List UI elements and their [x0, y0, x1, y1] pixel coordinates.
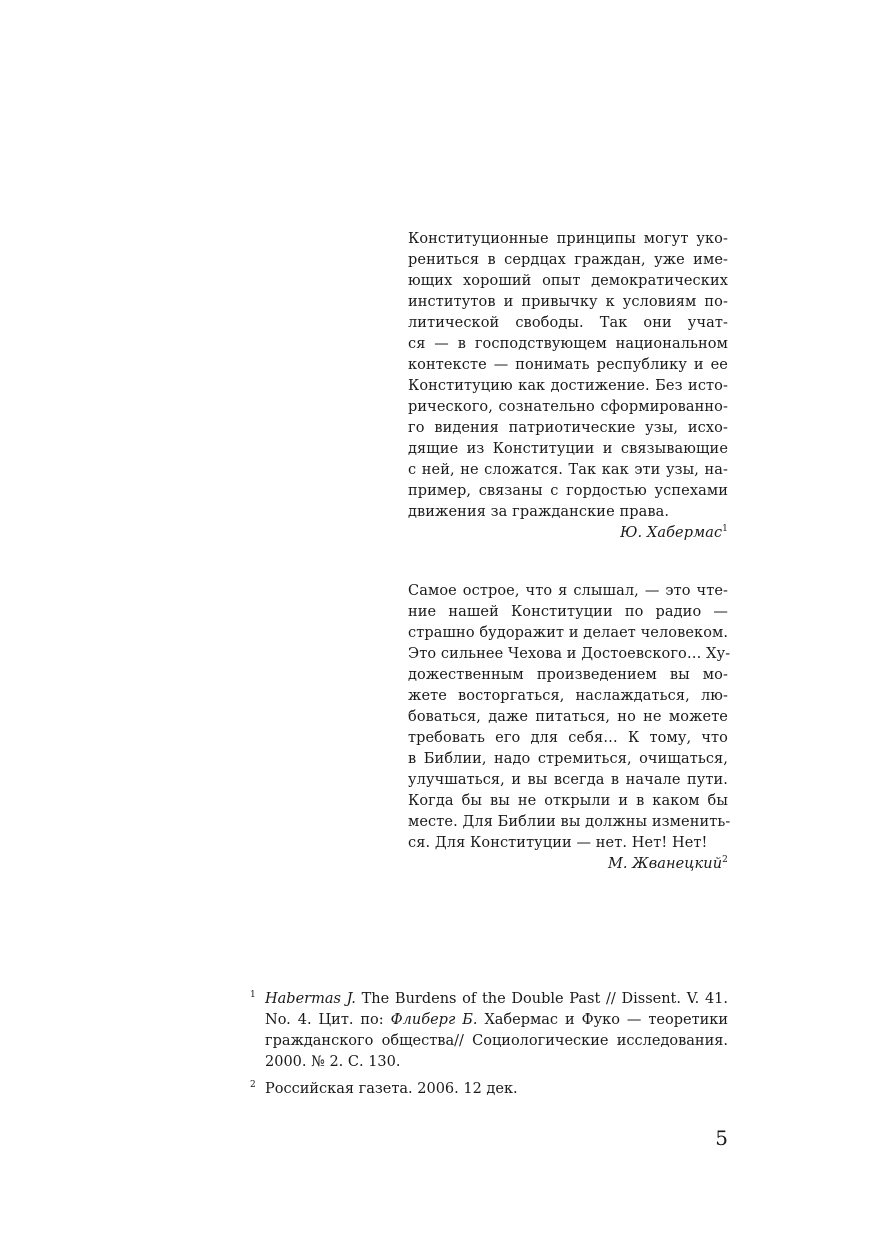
- footnotes: [250, 989, 728, 1100]
- author-name: Ю. Хабермас: [620, 525, 723, 541]
- text-line: Это сильнее Чехова и Достоевского… Ху-: [408, 646, 731, 662]
- text-line: ся — в господствующем национальном: [408, 336, 728, 352]
- text-line: [265, 1010, 728, 1031]
- text-line: Конституцию как достижение. Без исто-: [408, 378, 728, 394]
- text-line: Самое острое, что я слышал, — это чте-: [408, 583, 728, 599]
- text-line: литической свободы. Так они учат-: [408, 315, 728, 331]
- epigraph-habermas: [408, 229, 728, 544]
- text-line: движения за гражданские права.: [408, 504, 670, 520]
- footnote-2: [250, 1079, 728, 1100]
- epigraph-attribution: [408, 854, 728, 875]
- text-line: институтов и привычку к условиям по-: [408, 294, 728, 310]
- text-line: пример, связаны с гордостью успехами: [408, 483, 728, 499]
- text-line: дящие из Конституции и связывающие: [408, 441, 728, 457]
- page-number: 5: [715, 1126, 728, 1150]
- text-line: дожественным произведением вы мо-: [408, 667, 728, 683]
- footnote-1: [250, 989, 728, 1073]
- citation-text: No. 4. Цит. по:: [265, 1012, 391, 1028]
- text-line: Российская газета. 2006. 12 дек.: [265, 1081, 518, 1097]
- footnote-mark: 1: [250, 990, 256, 1000]
- footnote-reference: 2: [722, 855, 728, 866]
- footnote-reference: 1: [722, 524, 728, 535]
- text-line: гражданского общества// Социологические исследования.: [265, 1033, 728, 1049]
- cited-author: Habermas J.: [265, 991, 356, 1007]
- epigraph-attribution: [408, 523, 728, 544]
- text-line: ние нашей Конституции по радио —: [408, 604, 728, 620]
- text-line: Конституционные принципы могут уко-: [408, 231, 728, 247]
- text-line: страшно будоражит и делает человеком.: [408, 625, 729, 641]
- footnote-mark: 2: [250, 1080, 256, 1090]
- text-line: требовать его для себя… К тому, что: [408, 730, 728, 746]
- text-line: рического, сознательно сформированно-: [408, 399, 728, 415]
- text-line: улучшаться, и вы всегда в начале пути.: [408, 772, 728, 788]
- text-line: с ней, не сложатся. Так как эти узы, на-: [408, 462, 728, 478]
- citation-text: The Burdens of the Double Past // Dissent. V. 41.: [355, 991, 728, 1007]
- author-name: М. Жванецкий: [607, 856, 723, 872]
- citation-text: Хабермас и Фуко — теоретики: [477, 1012, 728, 1028]
- text-line: рениться в сердцах граждан, уже име-: [408, 252, 728, 268]
- epigraph-zhvanetsky: [408, 581, 731, 875]
- text-line: Когда бы вы не открыли и в каком бы: [408, 793, 728, 809]
- text-line: жете восторгаться, наслаждаться, лю-: [408, 688, 728, 704]
- text-line: контексте — понимать республику и ее: [408, 357, 728, 373]
- text-line: месте. Для Библии вы должны изменить-: [408, 814, 731, 830]
- text-line: боваться, даже питаться, но не можете: [408, 709, 728, 725]
- text-line: [265, 989, 728, 1010]
- text-line: ющих хороший опыт демократических: [408, 273, 728, 289]
- text-line: 2000. № 2. С. 130.: [265, 1054, 401, 1070]
- cited-author: Флиберг Б.: [390, 1012, 478, 1028]
- text-line: в Библии, надо стремиться, очищаться,: [408, 751, 728, 767]
- text-line: го видения патриотические узы, исхо-: [408, 420, 728, 436]
- text-line: ся. Для Конституции — нет. Нет! Нет!: [408, 835, 708, 851]
